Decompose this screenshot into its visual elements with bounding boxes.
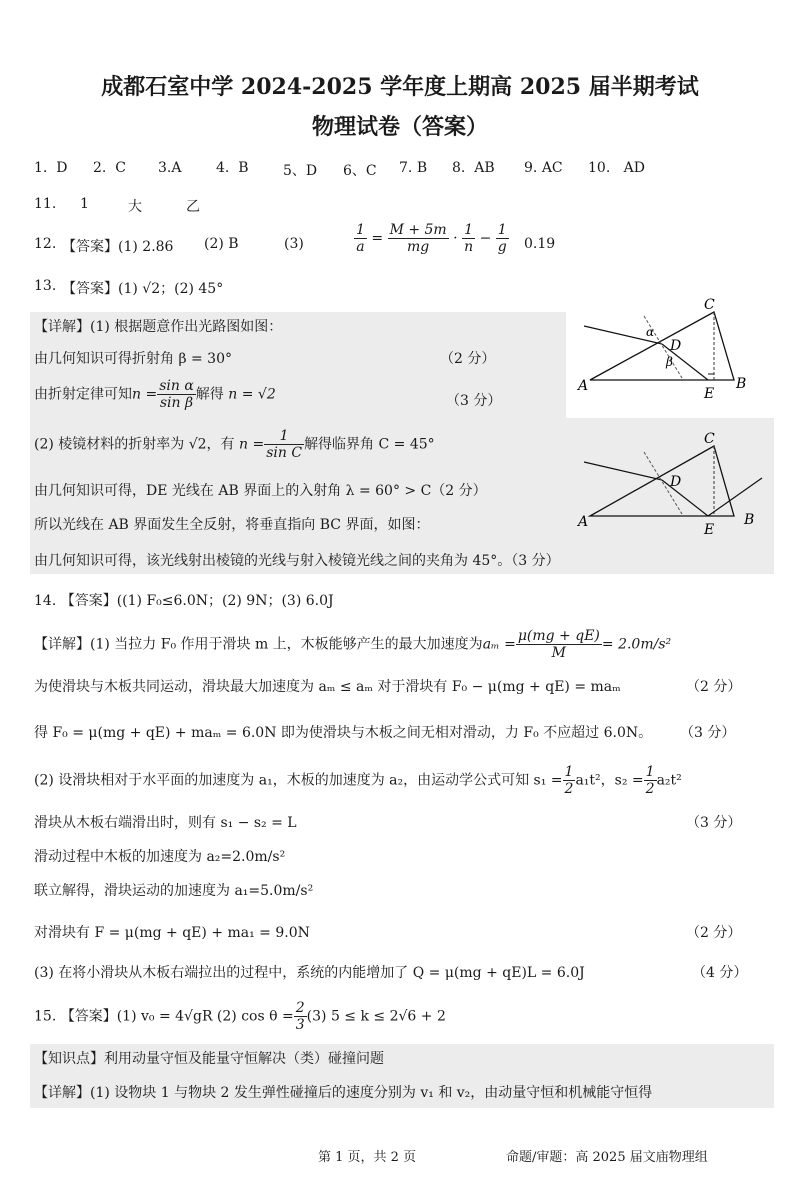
- incident-ray: [584, 462, 662, 480]
- q14-detail-7: 联立解得，滑块运动的加速度为 a₁=5.0m/s²: [34, 883, 314, 899]
- q12-answer-2: (2) B: [204, 236, 239, 252]
- answer-q1: 1. D: [34, 160, 68, 176]
- exit-ray: [708, 478, 762, 516]
- label-beta: β: [666, 355, 673, 369]
- page-title: 成都石室中学 2024-2025 学年度上期高 2025 届半期考试: [101, 74, 699, 100]
- label-B: B: [744, 512, 755, 528]
- q13-number: 13.: [34, 278, 57, 294]
- q13-detail-1: 【详解】(1) 根据题意作出光路图如图：: [34, 319, 283, 335]
- prism-diagram-2: [574, 426, 774, 538]
- label-C: C: [704, 297, 715, 313]
- q14-detail-2-score: （2 分）: [686, 679, 742, 695]
- q13-detail-3-score: （3 分）: [446, 393, 502, 409]
- q13-detail-3: 由折射定律可知n = $\frac{\text{sin α}}{\text{sin β}}$ 解得 n = √2: [34, 378, 276, 411]
- prism-triangle: [590, 312, 734, 380]
- answer-q6: 6、C: [343, 163, 377, 179]
- page-number: 第 1 页，共 2 页: [318, 1150, 417, 1165]
- q14-detail-5: 滑块从木板右端滑出时，则有 s₁ − s₂ = L: [34, 815, 297, 831]
- q12-answer-1: 【答案】(1) 2.86: [62, 239, 174, 255]
- label-D: D: [670, 474, 682, 490]
- q14-answer: 14. 【答案】((1) F₀≤6.0N；(2) 9N；(3) 6.0J: [34, 593, 334, 609]
- answer-q10: 10. AD: [588, 160, 645, 176]
- refracted-ray: [662, 480, 708, 516]
- label-C: C: [704, 431, 715, 447]
- q13-detail-6: 所以光线在 AB 界面发生全反射，将垂直指向 BC 界面，如图：: [34, 517, 430, 533]
- q12-number: 12.: [34, 236, 57, 252]
- prism-triangle: [590, 446, 734, 516]
- q14-detail-3: 得 F₀ = μ(mg + qE) + maₘ = 6.0N 即为使滑块与木板之间无相对滑动，力 F₀ 不应超过 6.0N。: [34, 725, 653, 741]
- page-subtitle: 物理试卷（答案）: [311, 114, 488, 140]
- answer-q3: 3.A: [158, 160, 182, 176]
- q12-formula: $\frac{1}{a}$ = $\frac{M + 5m}{mg}$ · $\frac{1}{n}$ − $\frac{1}{g}$: [356, 222, 507, 255]
- q15-detail-1: 【详解】(1) 设物块 1 与物块 2 发生弹性碰撞后的速度分别为 v₁ 和 v₂，由动量守恒和机械能守恒得: [34, 1085, 653, 1101]
- author-note: 命题/审题：高 2025 届文庙物理组: [506, 1150, 708, 1165]
- label-E: E: [704, 522, 715, 538]
- q13-detail-4: (2) 棱镜材料的折射率为 √2，有 n = $\frac{1}{\text{sin C}}$ 解得临界角 C = 45°: [34, 428, 435, 461]
- q14-detail-3-score: （3 分）: [680, 725, 736, 741]
- q13-detail-2-score: （2 分）: [440, 351, 496, 367]
- answer-q7: 7. B: [399, 160, 428, 176]
- q15-answer: 15. 【答案】(1) v₀ = 4√gR (2) cos θ = $\frac{2}{3}$ (3) 5 ≤ k ≤ 2√6 + 2: [34, 1000, 446, 1033]
- q13-answer: 【答案】(1) √2；(2) 45°: [62, 281, 224, 297]
- answer-q2: 2. C: [93, 160, 126, 176]
- label-B: B: [736, 376, 747, 392]
- q13-detail-5: 由几何知识可得，DE 光线在 AB 界面上的入射角 λ = 60° > C（2 分）: [34, 483, 487, 499]
- q14-detail-9: (3) 在将小滑块从木板右端拉出的过程中，系统的内能增加了 Q = μ(mg + qE)L = 6.0J: [34, 965, 585, 981]
- q14-detail-8: 对滑块有 F = μ(mg + qE) + ma₁ = 9.0N: [34, 925, 310, 941]
- q13-detail-7: 由几何知识可得，该光线射出棱镜的光线与射入棱镜光线之间的夹角为 45°。（3 分）: [34, 553, 560, 569]
- label-alpha: α: [646, 325, 655, 339]
- q12-answer-4: 0.19: [524, 236, 556, 252]
- q11-answer-3: 乙: [186, 199, 200, 215]
- q14-detail-6: 滑动过程中木板的加速度为 a₂=2.0m/s²: [34, 849, 286, 865]
- label-A: A: [578, 514, 589, 530]
- q14-detail-1: 【详解】(1) 当拉力 F₀ 作用于滑块 m 上，木板能够产生的最大加速度为aₘ = $\frac{\mu(mg + qE)}{M}$ = 2.0m/s²: [34, 628, 672, 661]
- q14-detail-9-score: （4 分）: [692, 965, 748, 981]
- answer-q8: 8. AB: [452, 160, 495, 176]
- label-A: A: [578, 378, 589, 394]
- answer-q5: 5、D: [283, 163, 318, 179]
- q14-detail-8-score: （2 分）: [686, 925, 742, 941]
- answer-q9: 9. AC: [524, 160, 563, 176]
- q11-answer-1: 1: [80, 196, 89, 212]
- q14-detail-4: (2) 设滑块相对于水平面的加速度为 a₁，木板的加速度为 a₂，由运动学公式可知 s₁ = $\frac{1}{2}$ a₁t²，s₂ = $\frac{1}{2}$ a₂t²: [34, 764, 682, 797]
- answer-q4: 4. B: [216, 160, 249, 176]
- q14-detail-5-score: （3 分）: [686, 815, 742, 831]
- prism-diagram-1: [574, 296, 774, 406]
- q13-shade-joint: [566, 418, 774, 426]
- label-D: D: [670, 338, 682, 354]
- q15-knowledge: 【知识点】利用动量守恒及能量守恒解决（类）碰撞问题: [34, 1051, 384, 1067]
- q11-number: 11.: [34, 196, 57, 212]
- q13-detail-2: 由几何知识可得折射角 β = 30°: [34, 351, 232, 367]
- q12-answer-3-label: (3): [284, 236, 304, 252]
- q11-answer-2: 大: [128, 199, 142, 215]
- q14-detail-2: 为使滑块与木板共同运动，滑块最大加速度为 aₘ ≤ aₘ 对于滑块有 F₀ − μ(mg + qE) = maₘ: [34, 679, 621, 695]
- label-E: E: [704, 386, 715, 402]
